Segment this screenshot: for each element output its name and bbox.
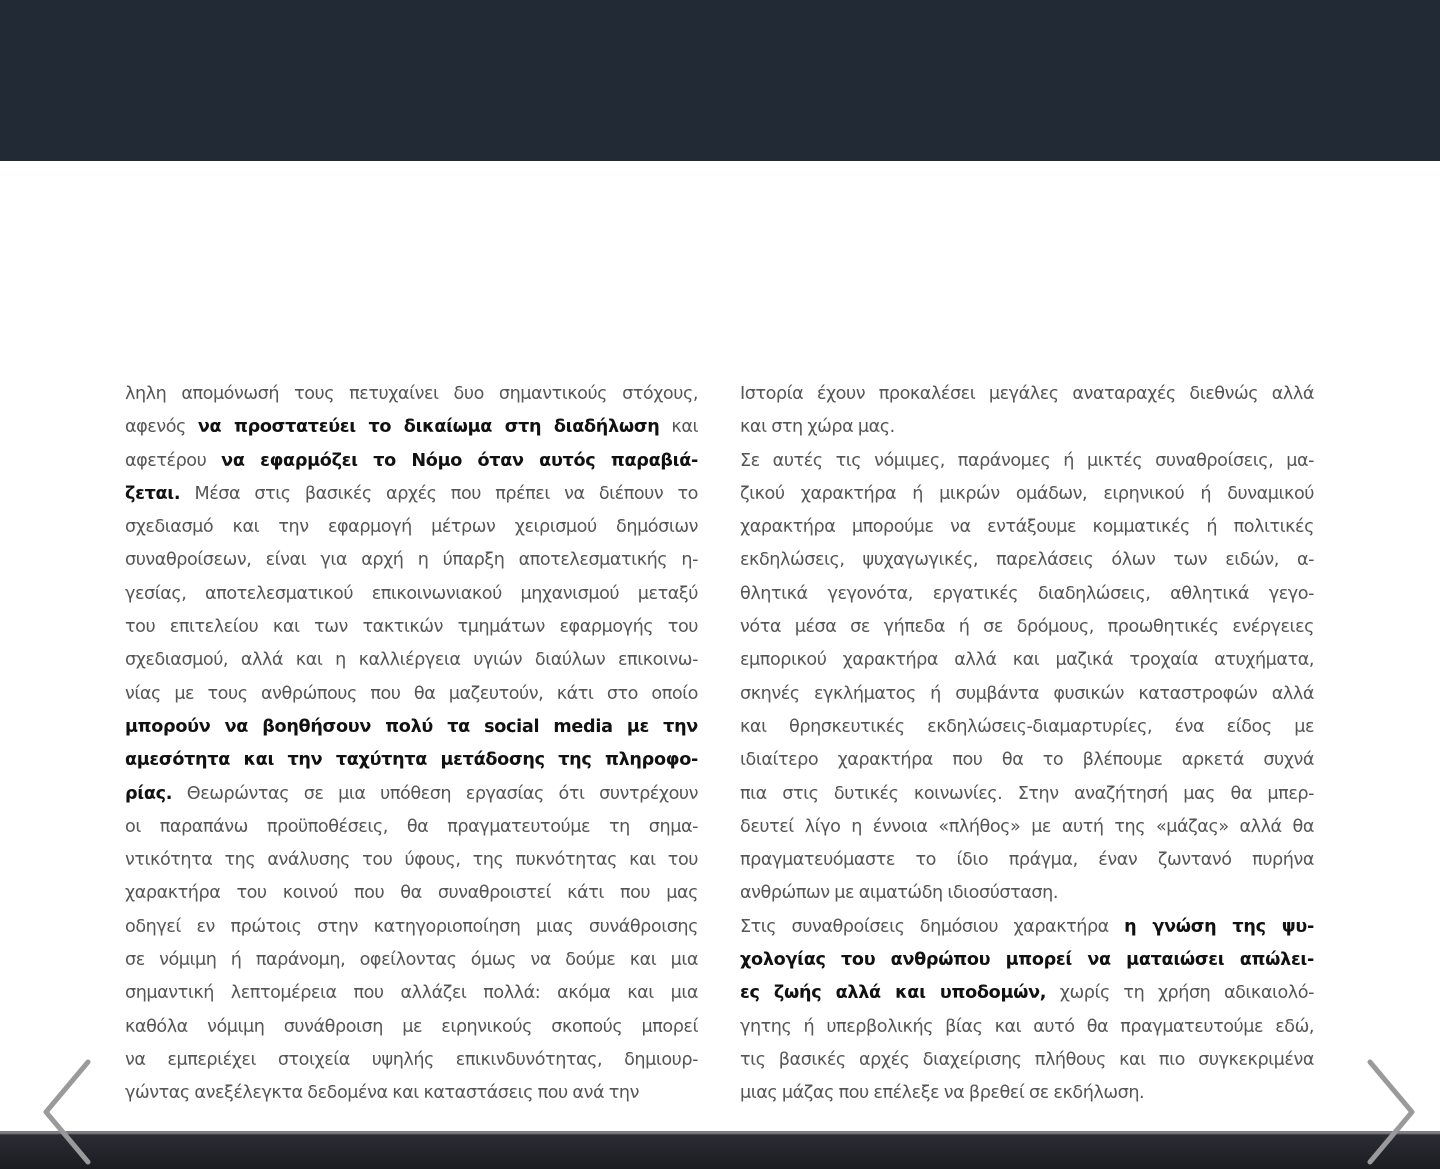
text-line [740, 511, 1314, 544]
text-segment: ληλη απομόνωσή τους πετυχαίνει δυο σημαντικούς στόχους, [125, 384, 698, 404]
previous-page-button[interactable] [38, 1058, 98, 1166]
chevron-right-icon [1360, 1058, 1420, 1166]
text-line [740, 678, 1314, 711]
text-segment: Σε αυτές τις νόμιμες, παράνομες ή μικτές συναθροίσεις, μα- [740, 450, 1314, 471]
text-line [125, 445, 698, 478]
text-line [740, 478, 1314, 511]
text-segment: αφετέρου [125, 450, 222, 471]
text-line [740, 711, 1314, 744]
bold-text-segment: ες ζωής αλλά και υποδομών, [740, 983, 1047, 1004]
text-segment: δευτεί λίγο η έννοια «πλήθος» με αυτή της «μάζας» αλλά θα [740, 816, 1314, 837]
bold-text-segment: μπορούν να βοηθήσουν πολύ τα social media με την [125, 716, 698, 737]
text-segment: και [659, 417, 698, 438]
viewer-bottom-bar [0, 1131, 1440, 1169]
bold-text-segment: να εφαρμόζει το Νόμο όταν αυτός παραβιά- [221, 450, 698, 471]
text-segment: πραγματευόμαστε το ίδιο πράγμα, έναν ζωντανό πυρήνα [740, 850, 1314, 871]
text-line [740, 844, 1314, 877]
text-segment: οι παραπάνω προϋποθέσεις, θα πραγματευτούμε τη σημα- [125, 816, 698, 837]
text-line [740, 944, 1314, 977]
text-line [740, 1077, 1314, 1110]
text-line [125, 544, 698, 577]
text-segment: εκδηλώσεις, ψυχαγωγικές, παρελάσεις όλων των ειδών, α- [740, 550, 1314, 571]
text-line [740, 611, 1314, 644]
text-line [740, 977, 1314, 1010]
text-segment: ιδιαίτερο χαρακτήρα που θα το βλέπουμε αρκετά συχνά [740, 750, 1314, 771]
text-line [740, 911, 1314, 944]
text-line [740, 544, 1314, 577]
text-line [125, 411, 698, 444]
text-line [740, 1044, 1314, 1077]
text-line [125, 811, 698, 844]
text-segment: σκηνές εγκλήματος ή συμβάντα φυσικών καταστροφών αλλά [740, 683, 1314, 704]
text-segment: Θεωρώντας σε μια υπόθεση εργασίας ότι συντρέχουν [172, 783, 698, 804]
text-line [125, 578, 698, 611]
text-segment: σημαντική λεπτομέρεια που αλλάζει πολλά: ακόμα και μια [125, 983, 698, 1004]
text-line [740, 445, 1314, 478]
text-line [740, 1011, 1314, 1044]
text-segment: εμπορικού χαρακτήρα αλλά και μαζικά τροχαία ατυχήματα, [740, 650, 1314, 671]
text-line [125, 1077, 698, 1110]
text-line [125, 711, 698, 744]
text-line [125, 844, 698, 877]
bold-text-segment: χολογίας του ανθρώπου μπορεί να ματαιώσει απώλει- [740, 950, 1314, 971]
text-segment: και στη χώρα μας. [740, 417, 895, 438]
text-segment: γητης ή υπερβολικής βίας και αυτό θα πραγματευτούμε εδώ, [740, 1016, 1314, 1037]
text-segment: θλητικά γεγονότα, εργατικές διαδηλώσεις, αθλητικά γεγο- [740, 583, 1314, 604]
text-segment: σχεδιασμού, αλλά και η καλλιέργεια υγιών διαύλων επικοινω- [125, 650, 698, 671]
text-line [740, 811, 1314, 844]
text-column-left [125, 378, 698, 1111]
bold-text-segment: αμεσότητα και την ταχύτητα μετάδοσης της πληροφο- [125, 750, 698, 771]
text-line [125, 778, 698, 811]
text-line [740, 578, 1314, 611]
text-segment: γώντας ανεξέλεγκτα δεδομένα και καταστάσεις που ανά την [125, 1083, 639, 1104]
text-line [740, 877, 1314, 910]
text-segment: σε νόμιμη ή παράνομη, οφείλοντας όμως να δούμε και μια [125, 950, 698, 971]
text-segment: οδηγεί εν πρώτοις στην κατηγοριοποίηση μιας συνάθροισης [125, 916, 698, 937]
text-line [740, 411, 1314, 444]
bold-text-segment: η γνώση της ψυ- [1124, 916, 1314, 937]
text-segment: ζικού χαρακτήρα ή μικρών ομάδων, ειρηνικού ή δυναμικού [740, 483, 1314, 504]
text-line [125, 478, 698, 511]
text-segment: Στις συναθροίσεις δημόσιου χαρακτήρα [740, 916, 1125, 937]
text-segment: χωρίς τη χρήση αδικαιολό- [1046, 983, 1314, 1004]
bold-text-segment: να προστατεύει το δικαίωμα στη διαδήλωση [197, 417, 660, 438]
text-segment: γεσίας, αποτελεσματικού επικοινωνιακού μηχανισμού μεταξύ [125, 583, 698, 604]
next-page-button[interactable] [1360, 1058, 1420, 1166]
text-line [740, 644, 1314, 677]
text-line [125, 678, 698, 711]
text-line [125, 911, 698, 944]
text-segment: του επιτελείου και των τακτικών τμημάτων εφαρμογής του [125, 617, 698, 638]
text-line [125, 977, 698, 1010]
text-segment: τις βασικές αρχές διαχείρισης πλήθους και πιο συγκεκριμένα [740, 1049, 1314, 1070]
chevron-left-icon [38, 1058, 98, 1166]
text-column-right [740, 378, 1314, 1111]
text-segment: νίας με τους ανθρώπους που θα μαζευτούν, κάτι στο οποίο [125, 683, 698, 704]
text-segment: σχεδιασμό και την εφαρμογή μέτρων χειρισμού δημόσιων [125, 517, 698, 538]
text-segment: να εμπεριέχει στοιχεία υψηλής επικινδυνότητας, δημιουρ- [125, 1049, 698, 1070]
text-line [125, 378, 698, 411]
text-segment: χαρακτήρα μπορούμε να εντάξουμε κομματικές ή πολιτικές [740, 517, 1314, 538]
text-segment: χαρακτήρα του κοινού που θα συναθροιστεί κάτι που μας [125, 883, 698, 904]
text-segment: Ιστορία έχουν προκαλέσει μεγάλες αναταραχές διεθνώς αλλά [740, 384, 1314, 404]
text-segment: Μέσα στις βασικές αρχές που πρέπει να διέπουν το [180, 483, 698, 504]
bold-text-segment: ρίας. [125, 783, 173, 804]
text-line [125, 944, 698, 977]
text-line [125, 1044, 698, 1077]
text-line [740, 378, 1314, 411]
text-segment: και θρησκευτικές εκδηλώσεις-διαμαρτυρίες, ένα είδος με [740, 716, 1314, 737]
text-line [125, 611, 698, 644]
magazine-page [0, 161, 1440, 1131]
text-line [125, 877, 698, 910]
text-line [740, 778, 1314, 811]
text-segment: ανθρώπων με αιματώδη ιδιοσύσταση. [740, 883, 1058, 904]
text-segment: μιας μάζας που επέλεξε να βρεθεί σε εκδήλωση. [740, 1083, 1145, 1104]
text-line [740, 744, 1314, 777]
text-line [125, 1011, 698, 1044]
text-line [125, 744, 698, 777]
text-segment: συναθροίσεων, είναι για αρχή η ύπαρξη αποτελεσματικής η- [125, 550, 698, 571]
text-segment: νότα μέσα σε γήπεδα ή σε δρόμους, προωθητικές ενέργειες [740, 617, 1314, 638]
text-segment: καθόλα νόμιμη συνάθροιση με ειρηνικούς σκοπούς μπορεί [125, 1016, 698, 1037]
text-segment: αφενός [125, 417, 198, 438]
text-line [125, 511, 698, 544]
text-line [125, 644, 698, 677]
bold-text-segment: ζεται. [125, 483, 181, 504]
text-segment: πια στις δυτικές κοινωνίες. Στην αναζήτησή μας θα μπερ- [740, 783, 1314, 804]
text-segment: ντικότητα της ανάλυσης του ύφους, της πυκνότητας και του [125, 850, 698, 871]
viewer-top-bar [0, 0, 1440, 161]
